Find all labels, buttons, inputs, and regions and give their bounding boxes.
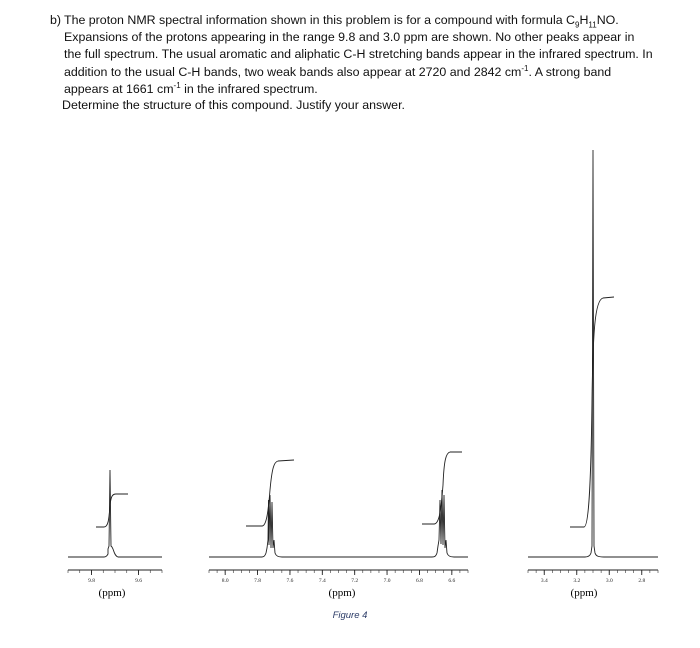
question-prompt: Determine the structure of this compound. Justify your answer. [62,98,405,112]
figure-caption: Figure 4 [332,610,368,621]
spectrum-panel-2 [209,452,468,599]
tick-label: 7.0 [383,578,391,584]
tick-label: 7.2 [351,578,359,584]
tick-label: 6.6 [448,578,456,584]
tick-label: 7.8 [254,578,261,584]
tick-label: 6.8 [416,578,423,584]
tick-label: 8.0 [221,578,229,584]
tick-label: 3.0 [605,578,613,584]
question-label: b) [50,13,62,27]
integral-curve-1 [96,494,128,527]
tick-label: 9.6 [135,578,142,584]
spectrum-trace-2 [209,490,468,557]
tick-label: 7.4 [318,578,326,584]
tick-label: 7.6 [286,578,294,584]
axis-label-1: (ppm) [98,587,126,599]
tick-group-1 [68,570,162,584]
tick-group-3 [528,570,658,584]
tick-group-2 [209,570,468,584]
spectrum-panel-3 [528,150,658,599]
tick-label: 9.8 [88,578,95,584]
tick-label: 3.4 [540,578,548,584]
axis-label-3: (ppm) [570,587,598,599]
spectrum-panel-1 [68,470,162,599]
question-text: The proton NMR spectral information shown in this problem is for a compound with formula $C_9H_{11}NO$. Expansions of the protons appearing in the range 9.8 and 3.0 ppm are shown. No other peaks appear in the full spectrum. The usual aromatic and aliphatic C-H stretching bands appear in the infrared spectrum. In addition to the usual C-H bands, two weak bands also appear at 2720 and 2842 $cm^{-1}$. A strong band appears at 1661 $cm^{-1}$ in the infrared spectrum. [64,13,653,96]
tick-label: 2.8 [638,578,646,584]
axis-label-2: (ppm) [328,587,356,599]
tick-label: 3.2 [573,578,581,584]
spectrum-trace-1 [68,470,162,557]
